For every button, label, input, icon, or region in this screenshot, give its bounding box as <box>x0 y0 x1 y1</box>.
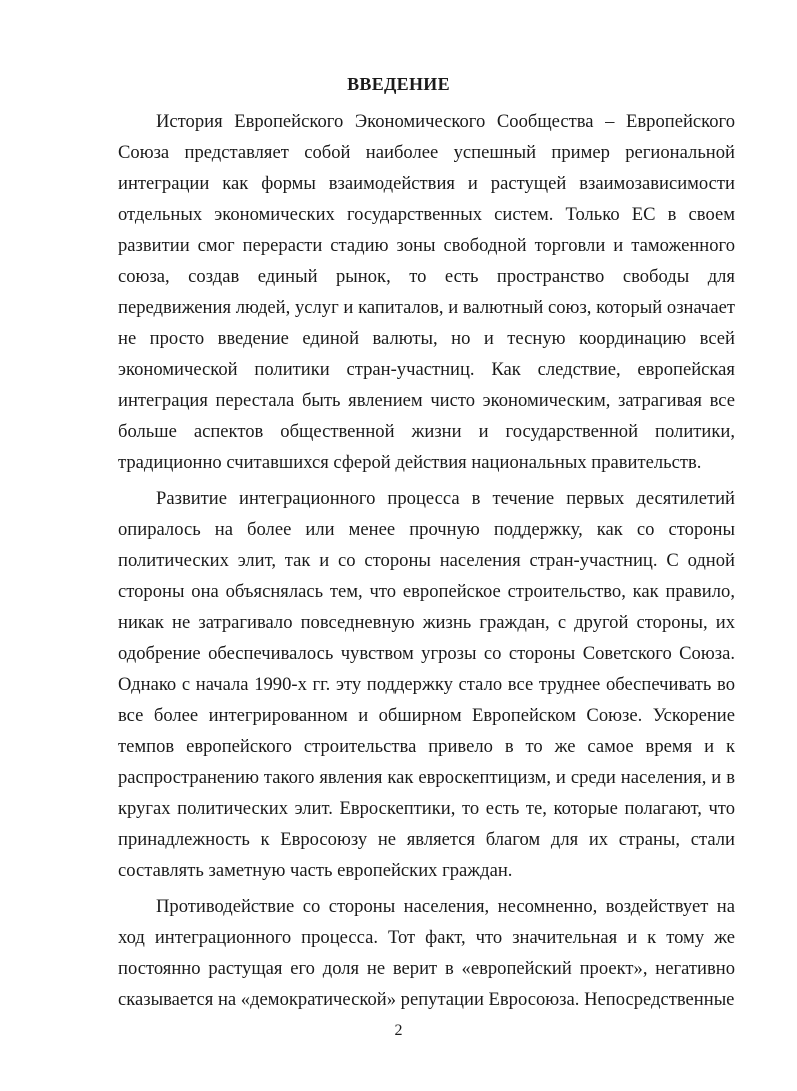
body-text <box>118 106 735 1020</box>
page-number: 2 <box>394 1022 403 1039</box>
paragraph-1: История Европейского Экономического Сообщества – Европейского Союза представляет собой наиболее успешный пример региональной интеграции как формы взаимодействия и растущей взаимозависимости отдельных экономических государственных систем. Только ЕС в своем развитии смог перерасти стадию зоны свободной торговли и таможенного союза, создав единый рынок, то есть пространство свободы для передвижения людей, услуг и капиталов, и валютный союз, который означает не просто введение единой валюты, но и тесную координацию всей экономической политики стран-участниц. Как следствие, европейская интеграция перестала быть явлением чисто экономическим, затрагивая все больше аспектов общественной жизни и государственной политики, традиционно считавшихся сферой действия национальных правительств. <box>118 111 735 473</box>
section-title: ВВЕДЕНИЕ <box>347 74 450 94</box>
paragraph-2: Развитие интеграционного процесса в течение первых десятилетий опиралось на более или менее прочную поддержку, как со стороны политических элит, так и со стороны населения стран-участниц. С одной стороны она объяснялась тем, что европейское строительство, как правило, никак не затрагивало повседневную жизнь граждан, с другой стороны, их одобрение обеспечивалось чувством угрозы со стороны Советского Союза. Однако с начала 1990-х гг. эту поддержку стало все труднее обеспечивать во все более интегрированном и обширном Европейском Союзе. Ускорение темпов европейского строительства привело в то же самое время и к распространению такого явления как евроскептицизм, и среди населения, и в кругах политических элит. Евроскептики, то есть те, которые полагают, что принадлежность к Евросоюзу не является благом для их страны, стали составлять заметную часть европейских граждан. <box>118 488 735 881</box>
paragraph-3: Противодействие со стороны населения, несомненно, воздействует на ход интеграционного процесса. Тот факт, что значительная и к тому же постоянно растущая его доля не верит в «европейский проект», негативно сказывается на «демократической» репутации Евросоюза. Непосредственные <box>118 896 735 1010</box>
